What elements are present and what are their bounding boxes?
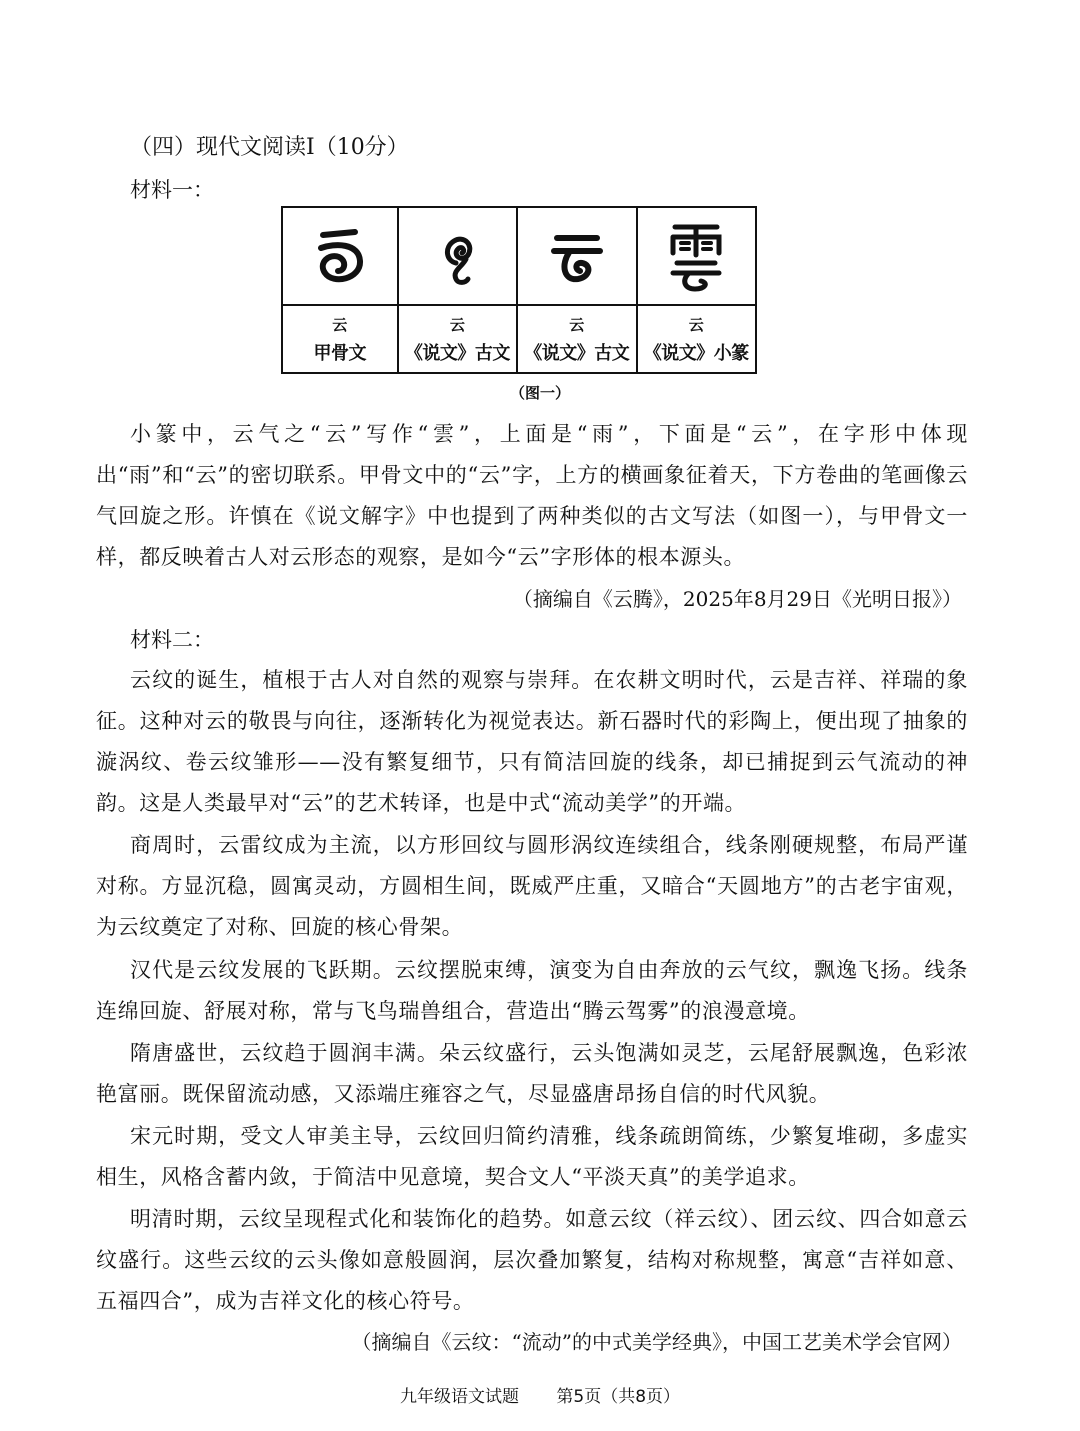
modern-char: 云 xyxy=(332,315,348,334)
caption-cell-3 xyxy=(517,305,636,373)
script-source: 甲骨文 xyxy=(313,342,367,364)
material2-paragraph-5: 宋元时期，受文人审美主导，云纹回归简约清雅，线条疏朗简练，少繁复堆砌，多虚实相生，风格含蓄内敛，于简洁中见意境，契合文人“平淡天真”的美学追求。 xyxy=(96,1124,968,1189)
material1-label: 材料一： xyxy=(130,178,214,202)
material2-paragraph-2: 商周时，云雷纹成为主流，以方形回纹与圆形涡纹连续组合，线条刚硬规整，布局严谨对称。方显沉稳，圆寓灵动，方圆相生间，既威严庄重，又暗合“天圆地方”的古老宇宙观，为云纹奠定了对称、回旋的核心骨架。 xyxy=(96,833,968,939)
glyph-cell-2 xyxy=(398,207,517,305)
glyph-cell-1 xyxy=(282,207,398,305)
modern-char: 云 xyxy=(569,315,585,334)
shuowen-ancient-yun-glyph-2-icon xyxy=(542,221,612,291)
footer-page-number: 第5页（共8页） xyxy=(556,1387,681,1407)
shuowen-seal-yun-glyph-icon xyxy=(661,219,731,293)
figure-caption: （图一） xyxy=(509,384,570,402)
section-title: （四）现代文阅读Ⅰ（10分） xyxy=(130,135,409,160)
glyph-cell-4 xyxy=(637,207,756,305)
modern-char: 云 xyxy=(688,315,704,334)
script-source: 《说文》小篆 xyxy=(643,342,749,364)
footer-subject: 九年级语文试题 xyxy=(399,1387,519,1407)
material2-source: （摘编自《云纹：“流动”的中式美学经典》，中国工艺美术学会官网） xyxy=(351,1330,962,1354)
yun-character-evolution-table xyxy=(281,206,757,374)
material2-label: 材料二： xyxy=(130,628,214,652)
material2-paragraph-1: 云纹的诞生，植根于古人对自然的观察与崇拜。在农耕文明时代，云是吉祥、祥瑞的象征。这种对云的敬畏与向往，逐渐转化为视觉表达。新石器时代的彩陶上，便出现了抽象的漩涡纹、卷云纹雏形——没有繁复细节，只有简洁回旋的线条，却已捕捉到云气流动的神韵。这是人类最早对“云”的艺术转译，也是中式“流动美学”的开端。 xyxy=(96,668,968,815)
page-footer xyxy=(0,1382,1080,1407)
caption-row xyxy=(282,305,756,373)
script-source: 《说文》古文 xyxy=(404,342,510,364)
material2-paragraph-6: 明清时期，云纹呈现程式化和装饰化的趋势。如意云纹（祥云纹）、团云纹、四合如意云纹盛行。这些云纹的云头像如意般圆润，层次叠加繁复，结构对称规整，寓意“吉祥如意、五福四合”，成为吉祥文化的核心符号。 xyxy=(96,1207,968,1313)
script-source: 《说文》古文 xyxy=(524,342,630,364)
glyph-row xyxy=(282,207,756,305)
material1-source: （摘编自《云腾》，2025年8月29日《光明日报》） xyxy=(512,587,962,611)
glyph-cell-3 xyxy=(517,207,636,305)
oracle-bone-yun-glyph-icon xyxy=(305,221,375,291)
shuowen-ancient-yun-glyph-1-icon xyxy=(422,221,492,291)
caption-cell-1 xyxy=(282,305,398,373)
material1-paragraph: 小篆中，云气之“云”写作“雲”，上面是“雨”，下面是“云”，在字形中体现出“雨”和“云”的密切联系。甲骨文中的“云”字，上方的横画象征着天，下方卷曲的笔画像云气回旋之形。许慎在《说文解字》中也提到了两种类似的古文写法（如图一），与甲骨文一样，都反映着古人对云形态的观察，是如今“云”字形体的根本源头。 xyxy=(96,422,968,569)
material2-paragraph-4: 隋唐盛世，云纹趋于圆润丰满。朵云纹盛行，云头饱满如灵芝，云尾舒展飘逸，色彩浓艳富丽。既保留流动感，又添端庄雍容之气，尽显盛唐昂扬自信的时代风貌。 xyxy=(96,1041,968,1106)
caption-cell-4 xyxy=(637,305,756,373)
material2-paragraph-3: 汉代是云纹发展的飞跃期。云纹摆脱束缚，演变为自由奔放的云气纹，飘逸飞扬。线条连绵回旋、舒展对称，常与飞鸟瑞兽组合，营造出“腾云驾雾”的浪漫意境。 xyxy=(96,958,968,1023)
modern-char: 云 xyxy=(449,315,465,334)
caption-cell-2 xyxy=(398,305,517,373)
